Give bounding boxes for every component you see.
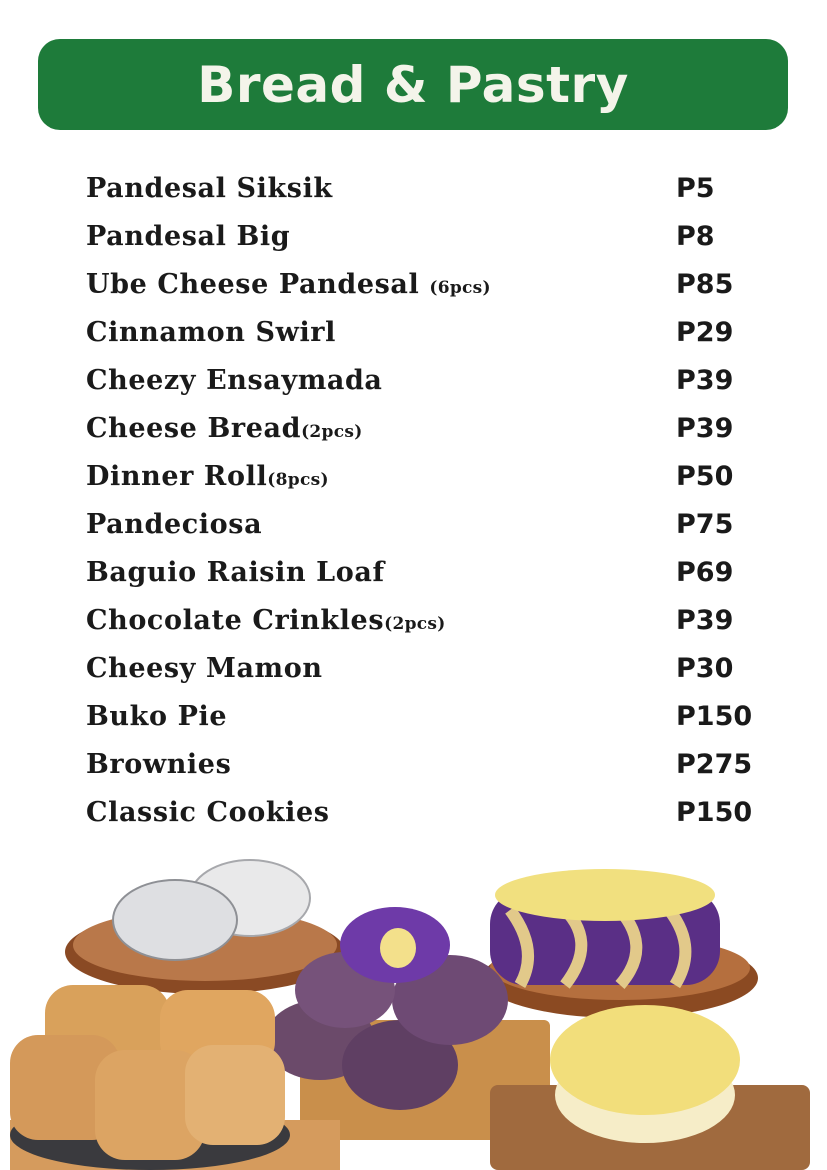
item-name: Pandesal Siksik [86, 172, 333, 204]
item-price: P5 [676, 172, 715, 204]
item-name: Classic Cookies [86, 796, 330, 828]
item-name: Cheesy Mamon [86, 652, 323, 684]
item-name: Cheese Bread(2pcs) [86, 412, 363, 444]
item-price: P75 [676, 508, 734, 540]
item-price: P39 [676, 412, 734, 444]
item-price: P69 [676, 556, 734, 588]
item-name: Dinner Roll(8pcs) [86, 460, 329, 492]
menu-item [86, 644, 766, 692]
item-name: Baguio Raisin Loaf [86, 556, 385, 588]
grated-cheese [495, 869, 715, 921]
menu-list [86, 164, 766, 836]
dinner-roll [185, 1045, 285, 1145]
item-name: Cinnamon Swirl [86, 316, 336, 348]
item-price: P39 [676, 364, 734, 396]
item-price: P150 [676, 796, 753, 828]
title-banner [38, 39, 788, 130]
menu-item [86, 260, 766, 308]
item-price: P30 [676, 652, 734, 684]
bakery-products-photo [0, 850, 827, 1170]
menu-item [86, 212, 766, 260]
menu-item [86, 404, 766, 452]
menu-item [86, 596, 766, 644]
cheese-filling [380, 928, 416, 968]
item-name: Pandeciosa [86, 508, 263, 540]
item-name: Cheezy Ensaymada [86, 364, 383, 396]
menu-item [86, 692, 766, 740]
item-price: P150 [676, 700, 753, 732]
item-name: Pandesal Big [86, 220, 291, 252]
page-title: Bread & Pastry [197, 55, 629, 114]
menu-item [86, 548, 766, 596]
grated-cheese [550, 1005, 740, 1115]
menu-item [86, 308, 766, 356]
item-price: P50 [676, 460, 734, 492]
item-price: P8 [676, 220, 715, 252]
menu-item [86, 500, 766, 548]
menu-item [86, 740, 766, 788]
item-name: Ube Cheese Pandesal (6pcs) [86, 268, 491, 300]
item-name: Buko Pie [86, 700, 228, 732]
item-name: Brownies [86, 748, 232, 780]
menu-item [86, 164, 766, 212]
item-price: P39 [676, 604, 734, 636]
item-price: P275 [676, 748, 753, 780]
menu-item [86, 452, 766, 500]
menu-item [86, 788, 766, 836]
item-name: Chocolate Crinkles(2pcs) [86, 604, 446, 636]
menu-item [86, 356, 766, 404]
chocolate-crinkle-cookie [113, 880, 237, 960]
item-price: P85 [676, 268, 734, 300]
item-price: P29 [676, 316, 734, 348]
